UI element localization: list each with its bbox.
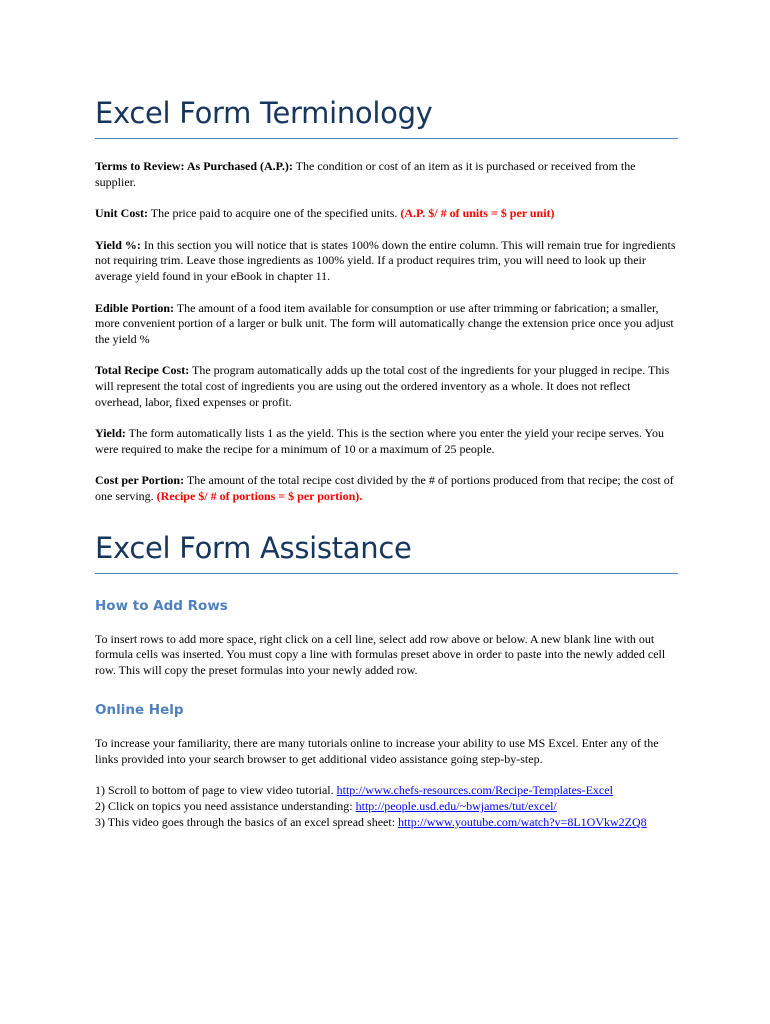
help-link-prefix: 1) Scroll to bottom of page to view video tutorial. xyxy=(95,783,337,798)
section-title-terminology: Excel Form Terminology xyxy=(95,96,678,139)
term-text: The amount of the total recipe cost divided by the # of portions produced from that recipe; the cost of one serving. xyxy=(95,473,674,503)
help-link-prefix: 2) Click on topics you need assistance understanding: xyxy=(95,799,356,814)
heading-how-to-add-rows: How to Add Rows xyxy=(95,597,228,614)
term-text: The price paid to acquire one of the specified units. xyxy=(148,206,401,221)
help-link-chefs-resources[interactable]: http://www.chefs-resources.com/Recipe-Templates-Excel xyxy=(336,783,613,798)
term-edible-portion xyxy=(95,301,678,348)
heading-online-help: Online Help xyxy=(95,702,184,719)
term-label: Unit Cost: xyxy=(95,206,148,221)
help-link-prefix: 3) This video goes through the basics of an excel spread sheet: xyxy=(95,814,399,829)
term-yield-percent xyxy=(95,238,678,285)
term-formula: (Recipe $/ # of portions = $ per portion). xyxy=(156,488,363,503)
term-unit-cost xyxy=(95,206,678,222)
help-links-list xyxy=(95,783,678,830)
term-as-purchased xyxy=(95,159,678,190)
document-content xyxy=(95,96,678,830)
term-text: The amount of a food item available for consumption or use after trimming or fabrication; a smaller, more convenient portion of a larger or bulk unit. The form will automatically change the extension price once you adjust the yield % xyxy=(95,300,674,346)
term-cost-per-portion xyxy=(95,473,678,504)
online-help-text: To increase your familiarity, there are many tutorials online to increase your ability to use MS Excel. Enter any of the links provided into your search browser to get additional video assistance going step-by-step. xyxy=(95,736,659,766)
term-text: In this section you will notice that is states 100% down the entire column. This will remain true for ingredients not requiring trim. Leave those ingredients as 100% yield. If a product requires trim, you will need to look up their average yield found in your eBook in chapter 11. xyxy=(95,237,676,283)
term-text: The form automatically lists 1 as the yield. This is the section where you enter the yield your recipe serves. You were required to make the recipe for a minimum of 10 or a maximum of 25 people. xyxy=(95,426,664,456)
term-formula: (A.P. $/ # of units = $ per unit) xyxy=(400,206,555,221)
term-total-recipe-cost xyxy=(95,363,678,410)
help-link-item xyxy=(95,783,678,799)
add-rows-text: To insert rows to add more space, right click on a cell line, select add row above or below. A new blank line with out formula cells was inserted. You must copy a line with formulas preset above in order to paste into the newly added cell row. This will copy the preset formulas into your newly added row. xyxy=(95,631,666,677)
term-label: Yield: xyxy=(95,426,126,441)
term-label: Yield %: xyxy=(95,237,141,252)
help-link-item xyxy=(95,799,678,815)
help-link-youtube-video[interactable]: http://www.youtube.com/watch?v=8L1OVkw2ZQ8 xyxy=(398,814,647,829)
term-text: The program automatically adds up the total cost of the ingredients for your plugged in recipe. This will represent the total cost of ingredients you are using out the ordered inventory as a whole. It does not reflect overhead, labor, fixed expenses or profit. xyxy=(95,363,670,409)
term-label: Cost per Portion: xyxy=(95,473,185,488)
section-title-assistance: Excel Form Assistance xyxy=(95,531,678,574)
term-label: Total Recipe Cost: xyxy=(95,363,190,378)
term-label: Edible Portion: xyxy=(95,300,175,315)
term-yield xyxy=(95,426,678,457)
help-link-usd-tutorial[interactable]: http://people.usd.edu/~bwjames/tut/excel/ xyxy=(355,799,557,814)
term-label: Terms to Review: As Purchased (A.P.): xyxy=(95,159,293,173)
term-text: The condition or cost of an item as it is purchased or received from the supplier. xyxy=(95,159,636,189)
help-link-item xyxy=(95,815,678,831)
